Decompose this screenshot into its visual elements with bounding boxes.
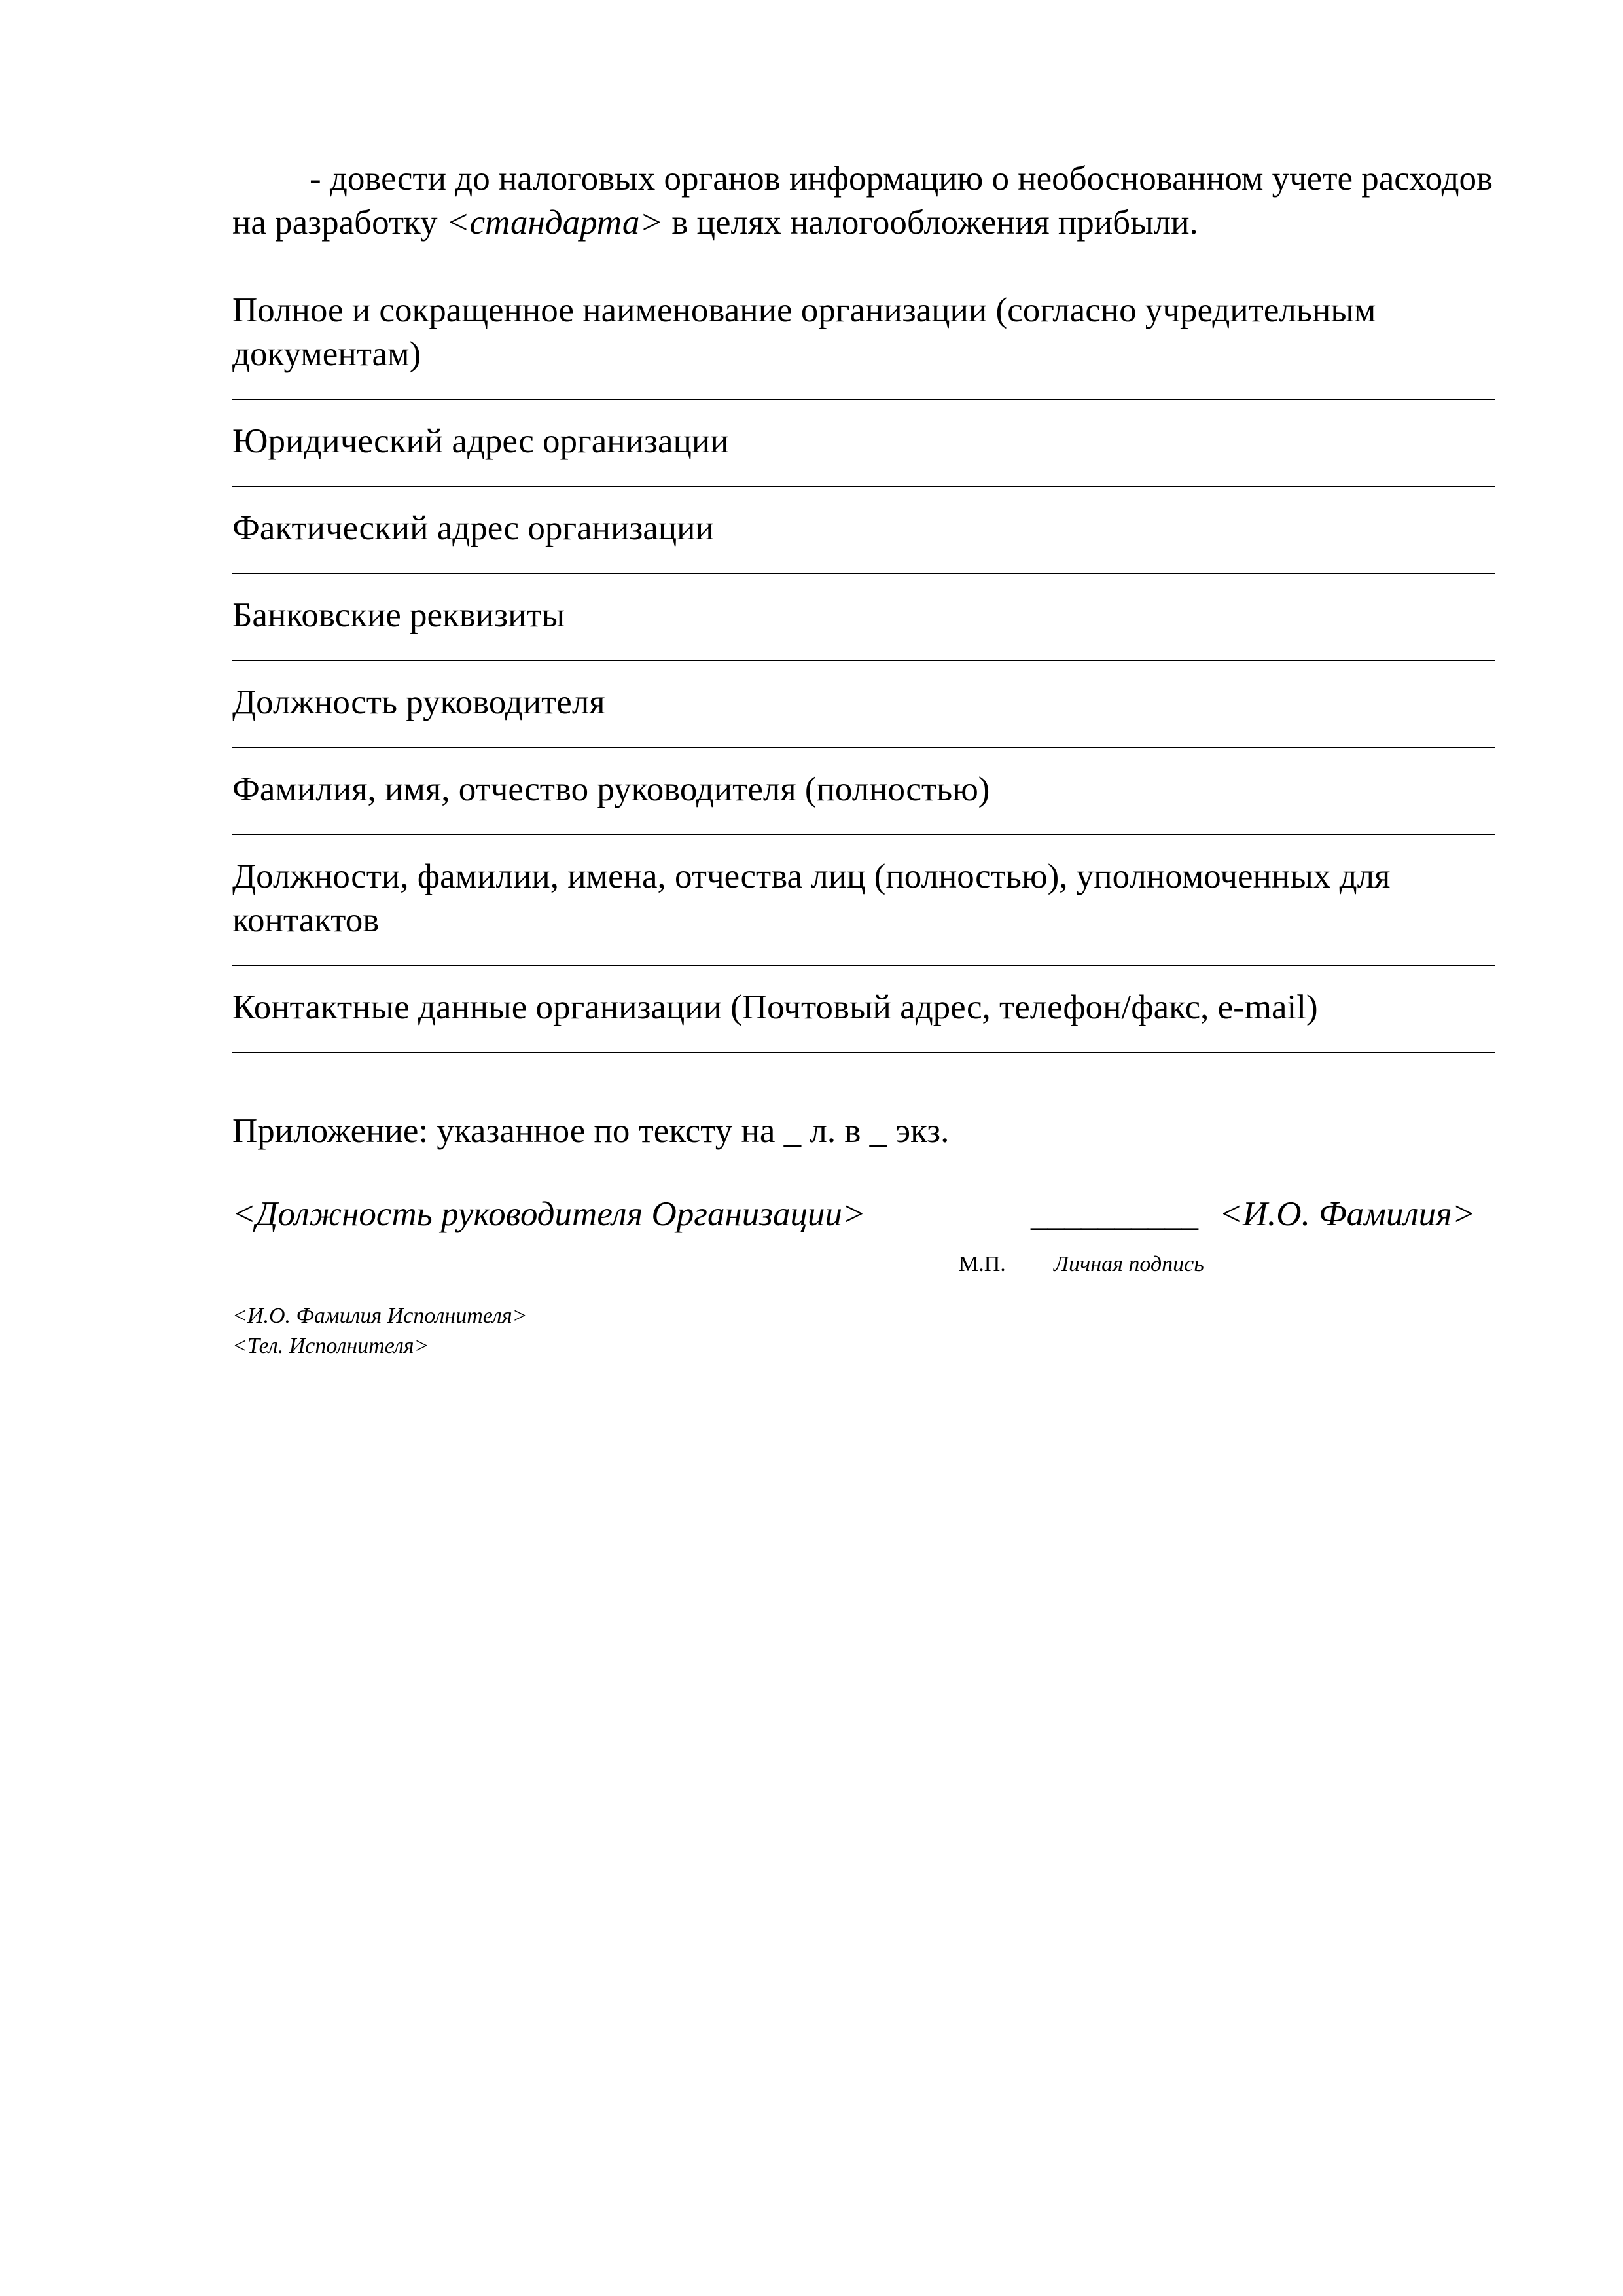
executor-phone: <Тел. Исполнителя>: [232, 1334, 429, 1358]
intro-paragraph: [232, 157, 1502, 245]
executor-name: <И.О. Фамилия Исполнителя>: [232, 1304, 527, 1328]
appendix-line: Приложение: указанное по тексту на _ л. в _ экз.: [232, 1112, 950, 1150]
field-label-contact-persons: Должности, фамилии, имена, отчества лиц (полностью), уполномоченных для контактов: [232, 857, 1391, 939]
intro-text-1: - довести до налоговых органов информацию о необоснованном учете расходов на разработку: [232, 160, 1493, 242]
field-label-actual-address: Фактический адрес организации: [232, 509, 714, 547]
fill-line-actual-address[interactable]: [232, 573, 1495, 574]
signature-caption: Личная подпись: [1054, 1252, 1204, 1276]
field-label-legal-address: Юридический адрес организации: [232, 422, 729, 460]
document-page: [232, 157, 1502, 1361]
fill-line-bank-details[interactable]: [232, 660, 1495, 661]
field-label-org-name: Полное и сокращенное наименование организации (согласно учредительным документам): [232, 291, 1376, 373]
fill-line-legal-address[interactable]: [232, 486, 1495, 487]
signer-position: <Должность руководителя Организации>: [232, 1195, 866, 1233]
fill-line-contact-data[interactable]: [232, 1052, 1495, 1053]
field-label-head-position: Должность руководителя: [232, 683, 605, 721]
signature-row: [232, 1193, 1502, 1245]
fill-line-org-name[interactable]: [232, 399, 1495, 400]
executor-block: [232, 1301, 1502, 1361]
fill-line-head-name[interactable]: [232, 834, 1495, 835]
intro-emphasis: <стандарта>: [446, 204, 664, 242]
signature-captions: [232, 1242, 1502, 1282]
field-label-bank-details: Банковские реквизиты: [232, 596, 565, 634]
document-body: [232, 157, 1502, 1282]
signature-line[interactable]: __________: [1031, 1195, 1198, 1233]
field-label-contact-data: Контактные данные организации (Почтовый адрес, телефон/факс, e-mail): [232, 988, 1318, 1026]
fill-line-contact-persons[interactable]: [232, 965, 1495, 966]
stamp-place-label: М.П.: [959, 1252, 1006, 1276]
field-label-head-name: Фамилия, имя, отчество руководителя (полностью): [232, 770, 990, 808]
signer-name: <И.О. Фамилия>: [1219, 1195, 1476, 1233]
intro-text-2: в целях налогообложения прибыли.: [663, 204, 1198, 242]
fill-line-head-position[interactable]: [232, 747, 1495, 748]
